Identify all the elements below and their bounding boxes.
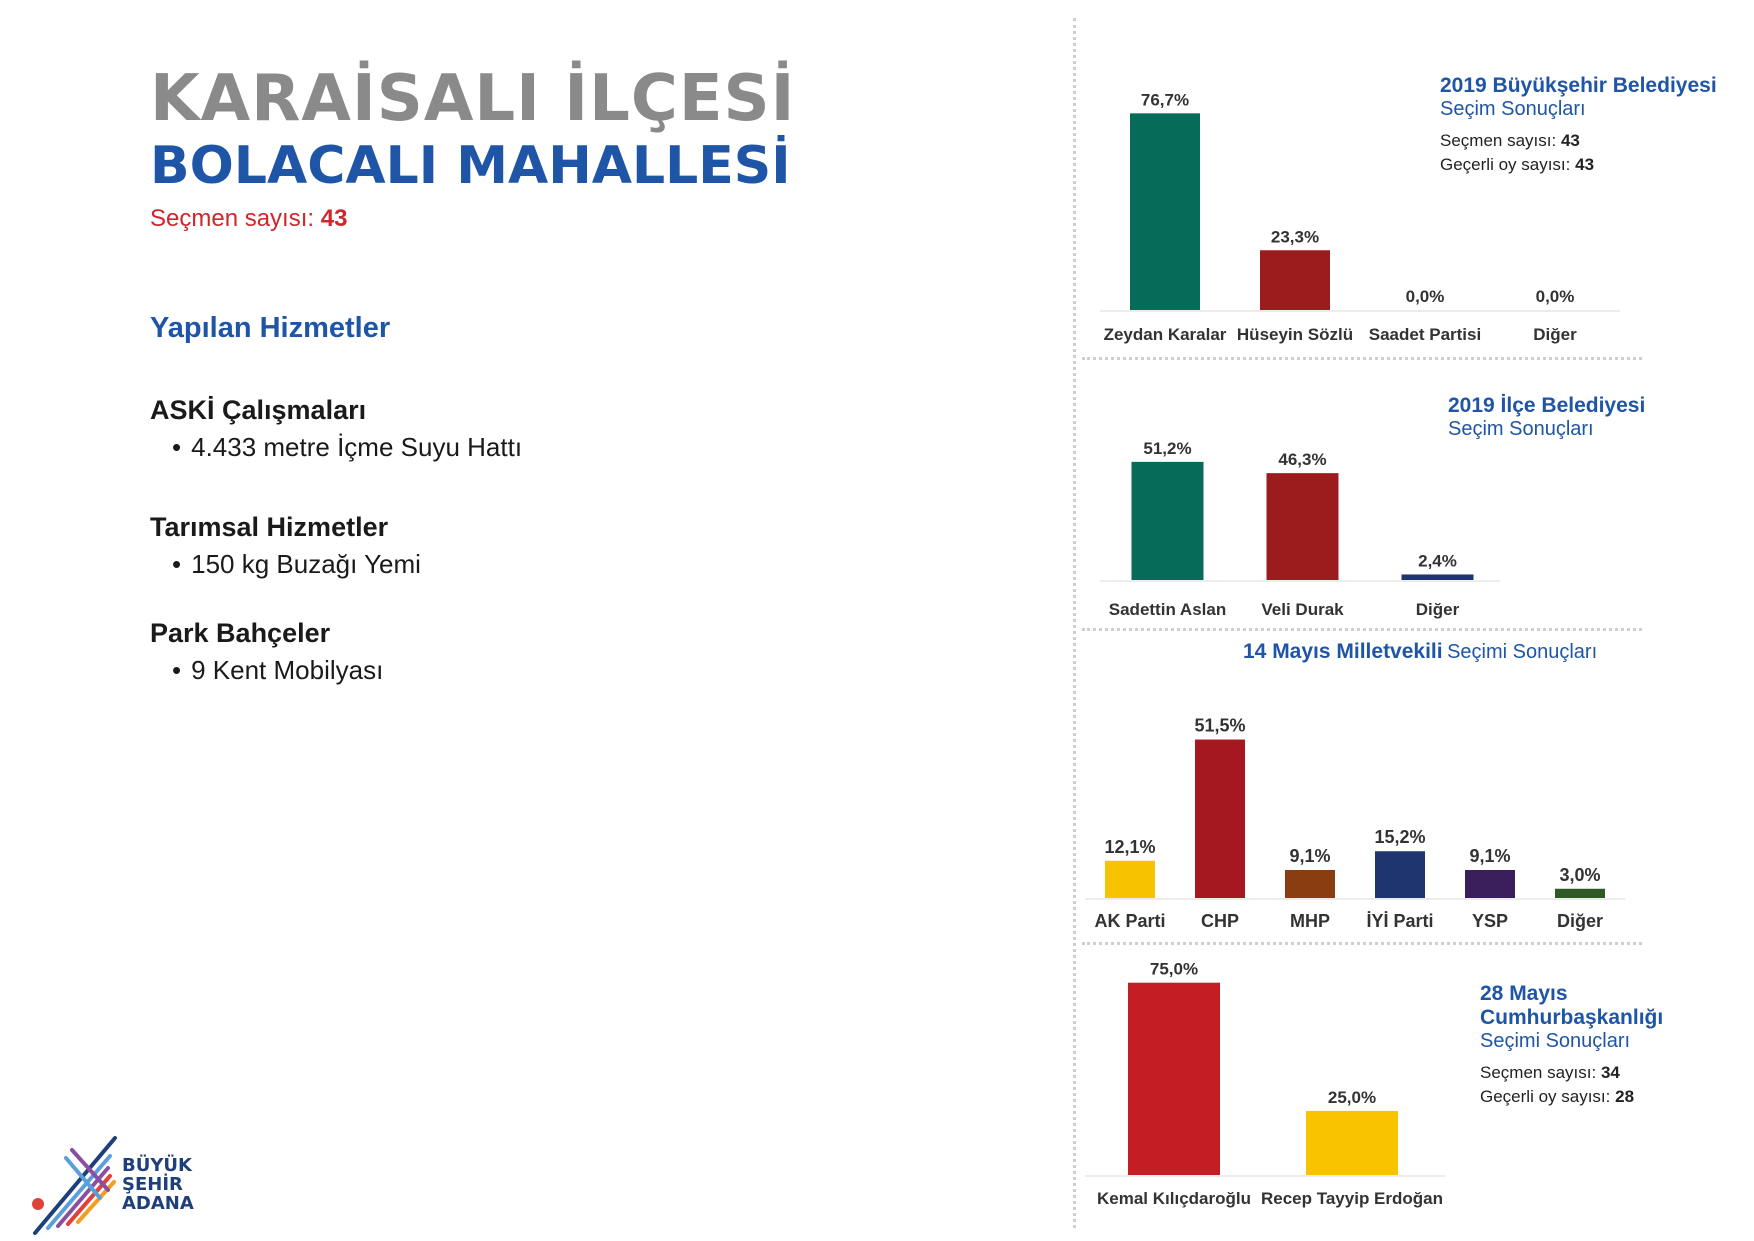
bar (1285, 870, 1335, 898)
panel-valid-votes (1440, 155, 1717, 175)
service-heading: Park Bahçeler (150, 618, 331, 648)
bar (1267, 473, 1339, 580)
bar (1132, 462, 1204, 580)
voters-label: Seçmen sayısı: (1480, 1063, 1597, 1082)
horizontal-divider (1082, 942, 1642, 945)
logo-line: ŞEHİR (122, 1174, 183, 1195)
data-label: 76,7% (1140, 90, 1190, 110)
panel-parliament-info (1243, 640, 1597, 664)
category-label: Diğer (1556, 911, 1604, 931)
valid-label: Geçerli oy sayısı: (1480, 1087, 1611, 1106)
category-label: Veli Durak (1261, 600, 1344, 619)
services-title: Yapılan Hizmetler (150, 312, 391, 344)
panel-title-line2: Cumhurbaşkanlığı (1480, 1006, 1664, 1029)
service-group-parks (150, 618, 383, 686)
service-item: • 4.433 metre İçme Suyu Hattı (172, 432, 522, 463)
bar (1555, 889, 1605, 898)
service-group-aski (150, 395, 522, 463)
district-title: KARAİSALI İLÇESİ (150, 62, 796, 136)
category-label: Diğer (1415, 600, 1460, 619)
data-label: 15,2% (1374, 827, 1426, 848)
bar (1306, 1111, 1398, 1175)
category-label: YSP (1471, 911, 1509, 931)
valid-label: Geçerli oy sayısı: (1440, 155, 1571, 174)
horizontal-divider (1082, 628, 1642, 631)
voter-count (150, 205, 347, 233)
voters-value: 43 (1560, 131, 1580, 150)
neighborhood-title: BOLACALI MAHALLESİ (150, 136, 791, 196)
logo-line: BÜYÜK (122, 1155, 192, 1176)
category-label: Recep Tayyip Erdoğan (1260, 1189, 1444, 1208)
panel-district-info (1448, 394, 1645, 441)
data-label: 51,2% (1143, 438, 1192, 458)
data-label: 46,3% (1278, 450, 1327, 470)
panel-subtitle: Seçim Sonuçları (1440, 98, 1586, 120)
panel-title: 28 Mayıs (1480, 982, 1568, 1005)
voters-value: 34 (1600, 1063, 1620, 1082)
bar (1375, 851, 1425, 898)
category-label: Hüseyin Sözlü (1236, 325, 1354, 344)
voter-count-label: Seçmen sayısı: (150, 205, 315, 232)
service-heading: ASKİ Çalışmaları (150, 395, 367, 425)
bar (1195, 740, 1245, 898)
category-label: MHP (1290, 911, 1330, 931)
voters-label: Seçmen sayısı: (1440, 131, 1557, 150)
data-label: 3,0% (1559, 864, 1601, 885)
bar (1465, 870, 1515, 898)
vertical-divider (1073, 18, 1076, 1228)
valid-value: 28 (1615, 1087, 1635, 1106)
category-label: Sadettin Aslan (1108, 600, 1227, 619)
data-label: 23,3% (1270, 227, 1320, 247)
service-heading: Tarımsal Hizmetler (150, 512, 389, 542)
category-label: Diğer (1533, 325, 1577, 344)
voter-count-value: 43 (320, 205, 348, 232)
category-label: CHP (1200, 911, 1240, 931)
category-label: AK Parti (1094, 911, 1166, 931)
panel-title: 14 Mayıs Milletvekili (1243, 640, 1443, 663)
category-label: İYİ Parti (1366, 911, 1434, 931)
data-label: 9,1% (1469, 846, 1511, 866)
bar (1402, 574, 1474, 580)
chart-presidential-may28 (1085, 959, 1465, 1220)
panel-subtitle: Seçimi Sonuçları (1480, 1030, 1631, 1052)
data-label: 75,0% (1149, 959, 1199, 979)
panel-valid-votes (1480, 1087, 1663, 1107)
category-label: Zeydan Karalar (1103, 325, 1227, 344)
panel-title: 2019 Büyükşehir Belediyesi (1440, 74, 1717, 97)
data-label: 51,5% (1194, 715, 1246, 736)
category-label: Kemal Kılıçdaroğlu (1097, 1189, 1251, 1208)
panel-subtitle: Seçimi Sonuçları (1447, 641, 1598, 663)
panel-title: 2019 İlçe Belediyesi (1448, 394, 1646, 417)
logo-line: ADANA (122, 1193, 194, 1214)
service-item: • 9 Kent Mobilyası (172, 655, 383, 686)
valid-value: 43 (1575, 155, 1595, 174)
bar (1128, 983, 1220, 1175)
service-item: • 150 kg Buzağı Yemi (172, 549, 421, 580)
data-label: 9,1% (1289, 846, 1331, 866)
panel-subtitle: Seçim Sonuçları (1448, 418, 1594, 440)
data-label: 0,0% (1405, 287, 1445, 306)
panel-voters (1480, 1063, 1663, 1083)
panel-presidential-info (1480, 982, 1663, 1107)
data-label: 12,1% (1104, 836, 1156, 857)
panel-metropolitan-info (1440, 74, 1717, 175)
bar (1130, 113, 1200, 310)
data-label: 25,0% (1327, 1087, 1377, 1107)
panel-voters (1440, 131, 1717, 151)
service-group-agriculture (150, 512, 421, 580)
logo-text (122, 1156, 194, 1213)
category-label: Saadet Partisi (1368, 325, 1482, 344)
chart-parliament-may14 (1085, 665, 1645, 940)
bar (1105, 861, 1155, 898)
data-label: 0,0% (1535, 287, 1575, 306)
data-label: 2,4% (1418, 551, 1457, 571)
bar (1260, 250, 1330, 310)
